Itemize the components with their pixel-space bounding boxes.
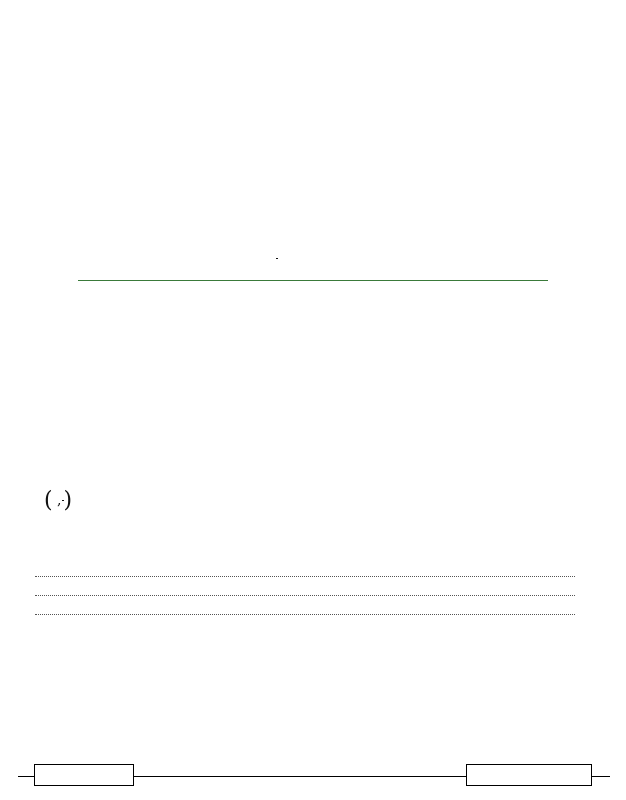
item2-fraction xyxy=(276,258,278,259)
answer-line-3 xyxy=(35,614,575,615)
p2-coords xyxy=(34,632,40,647)
answer-line-1 xyxy=(35,576,575,577)
phone-box xyxy=(34,764,134,786)
q1-item2 xyxy=(276,250,278,266)
teacher-box xyxy=(466,764,592,786)
divider-line xyxy=(78,280,548,281)
answer-line-2 xyxy=(35,595,575,596)
p1-coords: ( , ) xyxy=(44,488,73,513)
item2-num xyxy=(276,258,278,259)
